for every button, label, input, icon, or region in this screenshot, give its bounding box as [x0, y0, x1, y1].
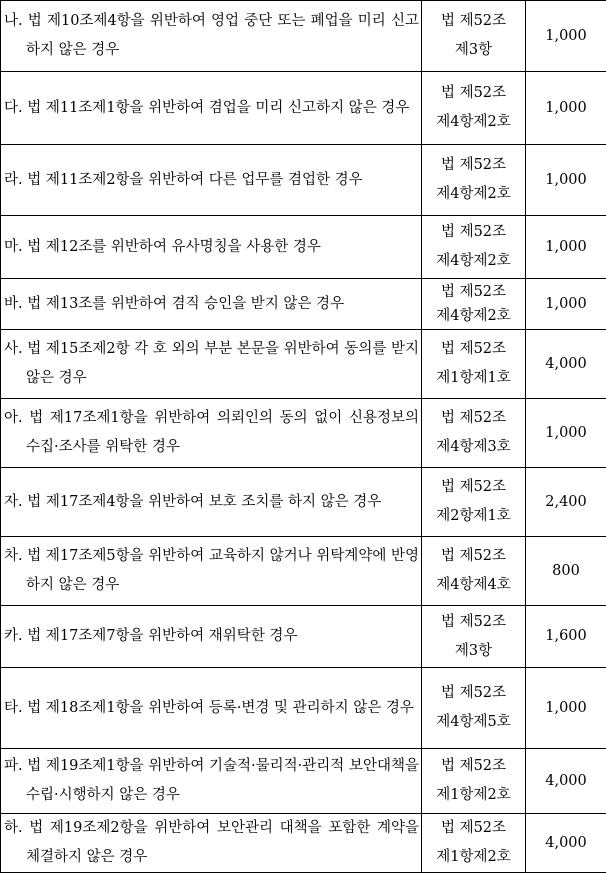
legal-basis-cell: [422, 814, 526, 873]
violation-cell: [1, 216, 422, 279]
table-row: [1, 468, 606, 537]
legal-basis-line2: 제3항: [454, 42, 493, 58]
fine-amount-cell: [526, 468, 606, 537]
legal-basis-cell: [422, 279, 526, 330]
violation-cell: [1, 399, 422, 468]
legal-basis-line1: 법 제52조: [440, 284, 507, 300]
violation-cell: [1, 537, 422, 606]
violation-cell: [1, 145, 422, 216]
legal-basis-line2: 제4항제2호: [436, 308, 511, 324]
fine-amount: 2,400: [545, 493, 587, 510]
legal-basis-line1: 법 제52조: [440, 157, 507, 173]
table-row: [1, 668, 606, 749]
fine-amount: 1,000: [545, 238, 587, 255]
fine-amount-cell: [526, 1, 606, 72]
fine-amount-cell: [526, 330, 606, 399]
legal-basis-cell: [422, 216, 526, 279]
fine-amount: 1,000: [545, 699, 587, 716]
violation-cell: [1, 468, 422, 537]
fine-amount-cell: [526, 399, 606, 468]
legal-basis-line1: 법 제52조: [440, 613, 507, 630]
violation-text: 나. 법 제10조제4항을 위반하여 영업 중단 또는 폐업을 미리 신고하지 않은 경우: [4, 13, 419, 58]
legal-basis-line1: 법 제52조: [440, 685, 507, 701]
legal-basis-line2: 제4항제5호: [436, 714, 511, 730]
legal-basis-line2: 제1항제2호: [436, 849, 511, 865]
fine-amount: 1,000: [545, 99, 587, 116]
legal-basis-line1: 법 제52조: [440, 820, 507, 836]
legal-basis-cell: [422, 145, 526, 216]
legal-basis-line2: 제4항제4호: [436, 577, 511, 593]
legal-basis-line1: 법 제52조: [440, 548, 507, 564]
legal-basis-cell: [422, 468, 526, 537]
legal-basis-line2: 제4항제2호: [436, 114, 511, 130]
table-row: [1, 814, 606, 873]
legal-basis-line2: 제3항: [454, 642, 493, 659]
violation-text: 파. 법 제19조제1항을 위반하여 기술적·물리적·관리적 보안대책을 수립·시행하지 않은 경우: [4, 758, 419, 803]
table-row: [1, 749, 606, 814]
legal-basis-cell: [422, 1, 526, 72]
legal-basis-line1: 법 제52조: [440, 13, 507, 29]
violation-cell: [1, 668, 422, 749]
violation-text: 카. 법 제17조제7항을 위반하여 재위탁한 경우: [4, 628, 298, 644]
legal-basis-line1: 법 제52조: [440, 341, 507, 357]
fine-amount: 4,000: [545, 355, 587, 372]
legal-basis-cell: [422, 537, 526, 606]
table-row: [1, 330, 606, 399]
legal-basis-cell: [422, 606, 526, 668]
violation-cell: [1, 814, 422, 873]
violation-text: 하. 법 제19조제2항을 위반하여 보안관리 대책을 포함한 계약을 체결하지 않은 경우: [4, 820, 419, 865]
violation-text: 차. 법 제17조제5항을 위반하여 교육하지 않거나 위탁계약에 반영하지 않은 경우: [4, 548, 419, 593]
legal-basis-cell: [422, 749, 526, 814]
fine-amount-cell: [526, 72, 606, 145]
violation-cell: [1, 72, 422, 145]
legal-basis-line2: 제1항제2호: [436, 787, 511, 803]
violation-text: 아. 법 제17조제1항을 위반하여 의뢰인의 동의 없이 신용정보의 수집·조사를 위탁한 경우: [4, 410, 419, 455]
fine-amount-cell: [526, 216, 606, 279]
legal-basis-line2: 제4항제2호: [436, 186, 511, 202]
fine-amount-cell: [526, 145, 606, 216]
table-row: [1, 537, 606, 606]
legal-basis-line2: 제4항제3호: [436, 439, 511, 455]
legal-basis-line2: 제4항제2호: [436, 253, 511, 269]
legal-basis-cell: [422, 330, 526, 399]
violation-text: 자. 법 제17조제4항을 위반하여 보호 조치를 하지 않은 경우: [4, 493, 382, 510]
table-row: [1, 606, 606, 668]
legal-basis-line2: 제2항제1호: [436, 508, 511, 524]
fine-amount: 4,000: [545, 772, 587, 789]
violation-text: 바. 법 제13조를 위반하여 겸직 승인을 받지 않은 경우: [4, 295, 345, 312]
table-row: [1, 145, 606, 216]
fine-amount-cell: [526, 537, 606, 606]
fine-amount: 4,000: [545, 834, 587, 851]
violation-cell: [1, 1, 422, 72]
violation-cell: [1, 606, 422, 668]
fine-amount: 1,000: [545, 295, 587, 312]
violation-text: 라. 법 제11조제2항을 위반하여 다른 업무를 겸업한 경우: [4, 171, 363, 188]
table-row: [1, 279, 606, 330]
legal-basis-line2: 제1항제1호: [436, 370, 511, 386]
legal-basis-cell: [422, 72, 526, 145]
fine-amount: 1,000: [545, 424, 587, 441]
table-row: [1, 1, 606, 72]
fine-amount: 1,600: [545, 628, 587, 644]
fine-amount: 800: [552, 562, 580, 579]
legal-basis-line1: 법 제52조: [440, 410, 507, 426]
violation-text: 타. 법 제18조제1항을 위반하여 등록·변경 및 관리하지 않은 경우: [4, 699, 414, 716]
penalty-table-body: [1, 1, 606, 873]
violation-text: 사. 법 제15조제2항 각 호 외의 부분 본문을 위반하여 동의를 받지 않은 경우: [4, 341, 419, 386]
legal-basis-line1: 법 제52조: [440, 758, 507, 774]
fine-amount: 1,000: [545, 171, 587, 188]
legal-basis-cell: [422, 399, 526, 468]
legal-basis-line1: 법 제52조: [440, 479, 507, 495]
table-row: [1, 399, 606, 468]
violation-text: 마. 법 제12조를 위반하여 유사명칭을 사용한 경우: [4, 238, 321, 255]
fine-amount: 1,000: [545, 27, 587, 44]
fine-amount-cell: [526, 606, 606, 668]
table-row: [1, 216, 606, 279]
fine-amount-cell: [526, 668, 606, 749]
violation-text: 다. 법 제11조제1항을 위반하여 겸업을 미리 신고하지 않은 경우: [4, 99, 410, 116]
fine-amount-cell: [526, 749, 606, 814]
table-row: [1, 72, 606, 145]
legal-basis-line1: 법 제52조: [440, 224, 507, 240]
fine-amount-cell: [526, 279, 606, 330]
violation-cell: [1, 749, 422, 814]
legal-basis-line1: 법 제52조: [440, 85, 507, 101]
legal-basis-cell: [422, 668, 526, 749]
fine-amount-cell: [526, 814, 606, 873]
violation-cell: [1, 330, 422, 399]
violation-cell: [1, 279, 422, 330]
